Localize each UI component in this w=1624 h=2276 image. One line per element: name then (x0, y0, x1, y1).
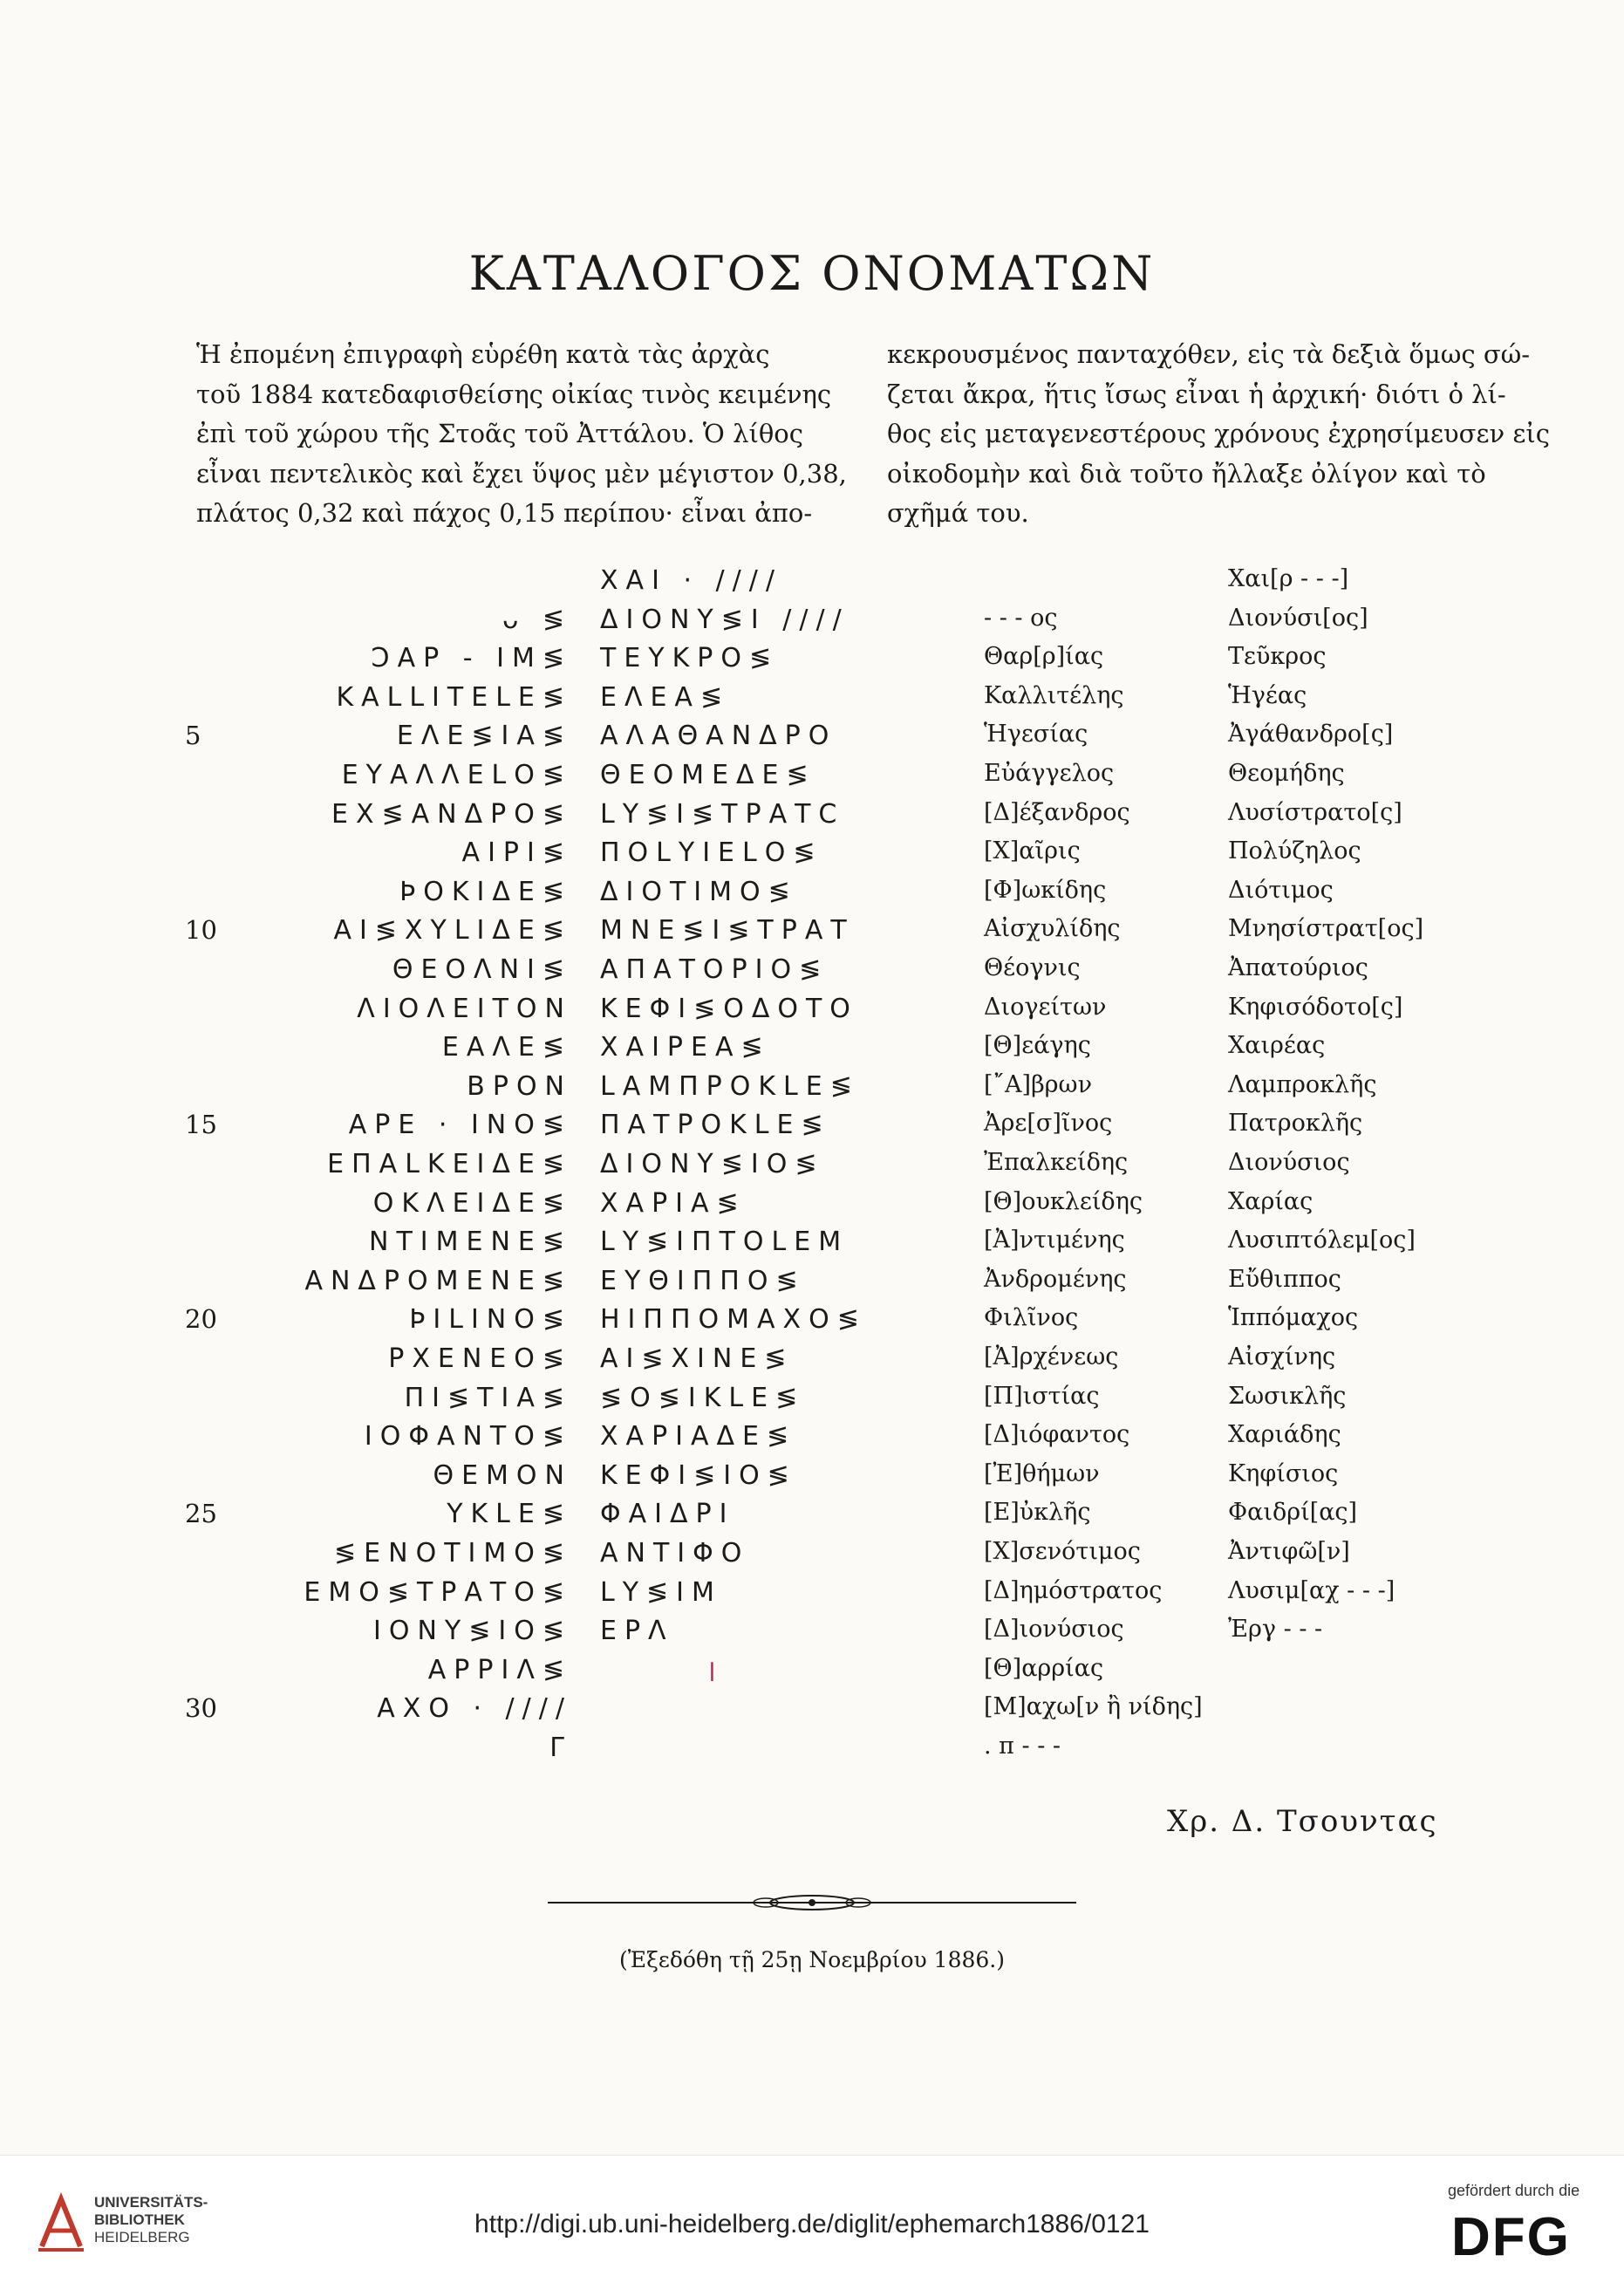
transcription-right: Διότιμος (1228, 876, 1334, 904)
inscription-left-text: ΑΡΕ · ΙΝΟ≶ (348, 1110, 572, 1141)
inscription-left-text: ΥΚLΕ≶ (447, 1499, 572, 1530)
inscription-right-text: ΦΑΙΔΡΙ (600, 1499, 735, 1530)
inscription-right-text: ΑΠΑΤΟΡΙΟ≶ (600, 954, 829, 985)
inscription-left-text: ΒΡΟΝ (467, 1070, 572, 1102)
inscription-right-text: ΧΑΙΡΕΑ≶ (600, 1032, 771, 1063)
inscription-row (0, 1460, 1624, 1499)
transcription-left: Εὐάγγελος (984, 760, 1115, 787)
inscription-row (0, 1266, 1624, 1304)
inscription-right-text: ΚΕΦΙ≶ΟΔΟΤΟ (600, 993, 858, 1024)
transcription-right: Ἐργ - - - (1228, 1616, 1323, 1644)
transcription-right: Χαι[ρ - - -] (1228, 565, 1349, 592)
inscription-row (0, 877, 1624, 915)
library-name-line: HEIDELBERG (94, 2229, 190, 2245)
transcription-left: Θέογνις (984, 954, 1081, 981)
transcription-left: [῎Α]βρων (984, 1070, 1092, 1098)
inscription-left-text: ΑΙΡΙ≶ (461, 837, 572, 869)
transcription-left: [Δ]ιόφαντος (984, 1421, 1130, 1449)
inscription-row (0, 1188, 1624, 1227)
intro-line: Ἡ ἐπομένη ἐπιγραφὴ εὑρέθη κατὰ τὰς ἀρχὰς (196, 339, 770, 369)
inscription-left-text: ΙΟΝΥ≶ΙΟ≶ (373, 1616, 572, 1647)
inscription-right-text: ΕΡΛ (600, 1616, 674, 1647)
inscription-right-text: ΠΟLΥΙΕLΟ≶ (600, 837, 823, 869)
transcription-right: Λαμπροκλῆς (1228, 1070, 1377, 1098)
publication-note: (Ἐξεδόθη τῇ 25ῃ Νοεμβρίου 1886.) (619, 1947, 1005, 1972)
inscription-right-text: ΚΕΦΙ≶ΙΟ≶ (600, 1459, 797, 1491)
inscription-left-text: ΕΥΑΛΛΕLΟ≶ (341, 760, 572, 790)
inscription-left-text: ΙΟΦΑΝΤΟ≶ (364, 1421, 572, 1452)
transcription-right: Ἀγάθανδρο[ς] (1228, 721, 1394, 748)
inscription-left-text: ÞΟΚΙΔΕ≶ (399, 876, 572, 907)
transcription-left: [Φ]ωκίδης (984, 876, 1107, 904)
transcription-right: Χαιρέας (1228, 1032, 1326, 1060)
transcription-left: . π - - - (984, 1733, 1061, 1760)
inscription-row (0, 1616, 1624, 1654)
intro-line: ζεται ἄκρα, ἥτις ἴσως εἶναι ἡ ἀρχική· διότι ὁ λί- (887, 379, 1506, 409)
line-number: 10 (185, 915, 217, 946)
inscription-left-text: ᴗ ≶ (502, 604, 572, 635)
transcription-right: Ἡγέας (1228, 681, 1307, 709)
inscription-right-text: ΧΑΙ · //// (600, 565, 782, 596)
inscription-right-text: LΥ≶ΙΜ (600, 1576, 722, 1608)
transcription-left: Καλλιτέλης (984, 681, 1124, 709)
inscription-row (0, 682, 1624, 721)
inscription-right-text: LΥ≶Ι≶ΤΡΑΤϹ (600, 798, 845, 830)
transcription-right: Χαριάδης (1228, 1421, 1341, 1449)
intro-line: θος εἰς μεταγενεστέρους χρόνους ἐχρησίμευσεν εἰς (887, 419, 1550, 448)
inscription-left-text: ÞΙLΙΝΟ≶ (409, 1304, 572, 1336)
viewer-footer (0, 2155, 1624, 2276)
intro-line: πλάτος 0,32 καὶ πάχος 0,15 περίπου· εἶναι ἀπο- (196, 498, 813, 528)
intro-left-column (196, 335, 847, 534)
inscription-left-text: ΕΠΑLΚΕΙΔΕ≶ (327, 1149, 572, 1179)
inscription-row (0, 643, 1624, 681)
inscription-right-text: ΑΙ≶ΧΙΝΕ≶ (600, 1343, 795, 1374)
inscription-right-text: ΜΝΕ≶Ι≶ΤΡΑΤ (600, 915, 855, 947)
author-signature: Χρ. Δ. Τσουντας (1167, 1804, 1438, 1839)
inscription-right-text: ΔΙΟΤΙΜΟ≶ (600, 876, 798, 907)
inscription-right-text: ΔΙΟΝΥ≶ΙΟ≶ (600, 1149, 825, 1179)
inscription-row (0, 1343, 1624, 1382)
inscription-right-text: ΧΑΡΙΑ≶ (600, 1187, 747, 1219)
inscription-right-text: LΑΜΠΡΟΚLΕ≶ (600, 1070, 860, 1102)
inscription-left-text: ΘΕΟΛΝΙ≶ (392, 954, 572, 985)
transcription-left: [Δ]ημόστρατος (984, 1576, 1163, 1604)
transcription-right: Λυσιπτόλεμ[ος] (1228, 1227, 1416, 1254)
inscription-left-text: ΕΑΛΕ≶ (441, 1032, 572, 1063)
transcription-right: Τεῦκρος (1228, 643, 1327, 671)
inscription-right-text: ΘΕΟΜΕΔΕ≶ (600, 760, 816, 790)
library-name-line: UNIVERSITÄTS- (94, 2194, 208, 2211)
transcription-left: [Ε]ὐκλῆς (984, 1499, 1091, 1527)
inscription-left-text: ΚΑLLΙΤΕLΕ≶ (336, 681, 572, 713)
transcription-left: Ἡγεσίας (984, 721, 1088, 748)
transcription-right: Κηφισόδοτο[ς] (1228, 993, 1403, 1021)
inscription-left-text: ΠΙ≶ΤΙΑ≶ (404, 1382, 572, 1413)
inscription-left-text: ΘΕΜΟΝ (433, 1459, 572, 1491)
inscription-right-text: ΗΙΠΠΟΜΑΧΟ≶ (600, 1304, 867, 1336)
line-number: 30 (185, 1693, 217, 1724)
dfg-logo: DFG (1451, 2207, 1571, 2267)
transcription-right: Μνησίστρατ[ος] (1228, 915, 1424, 943)
inscription-left-text: ΛΙΟΛΕΙΤΟΝ (357, 993, 572, 1024)
inscription-row (0, 1032, 1624, 1070)
inscription-row (0, 1733, 1624, 1771)
transcription-right: Αἰσχίνης (1228, 1343, 1336, 1370)
inscription-right-text: ΑΛΑΘΑΝΔΡΟ (600, 721, 837, 752)
inscription-row (0, 760, 1624, 798)
inscription-left-text: ΑΝΔΡΟΜΕΝΕ≶ (304, 1265, 572, 1296)
inscription-row (0, 605, 1624, 643)
transcription-right: Θεομήδης (1228, 760, 1345, 787)
permalink-url[interactable]: http://digi.ub.uni-heidelberg.de/diglit/ephemarch1886/0121 (474, 2210, 1150, 2238)
inscription-left-text: ΑΧΟ · //// (377, 1693, 572, 1725)
inscription-row (0, 994, 1624, 1032)
transcription-right: Διονύσι[ος] (1228, 604, 1368, 632)
transcription-right: Εὔθιππος (1228, 1265, 1341, 1293)
transcription-right: Πατροκλῆς (1228, 1110, 1363, 1138)
inscription-left-text: ΝΤΙΜΕΝΕ≶ (369, 1227, 572, 1258)
transcription-right: Ἀντιφῶ[ν] (1228, 1538, 1350, 1565)
transcription-left: Θαρ[ρ]ίας (984, 643, 1104, 671)
intro-right-column (887, 335, 1550, 534)
transcription-left: Ἐπαλκείδης (984, 1149, 1129, 1176)
transcription-left: Ἀνδρομένης (984, 1265, 1127, 1293)
transcription-right: Λυσίστρατο[ς] (1228, 798, 1402, 826)
intro-line: τοῦ 1884 κατεδαφισθείσης οἰκίας τινὸς κειμένης (196, 379, 832, 409)
line-number: 5 (185, 721, 201, 751)
transcription-left: [Ἐ]θήμων (984, 1459, 1100, 1487)
transcription-left: [Χ]αῖρις (984, 837, 1081, 865)
inscription-row (0, 721, 1624, 759)
intro-line: κεκρουσμένος πανταχόθεν, εἰς τὰ δεξιὰ ὅμως σώ- (887, 339, 1531, 369)
inscription-left-text: Γ (549, 1733, 572, 1763)
line-number: 15 (185, 1110, 217, 1140)
page-title: ΚΑΤΑΛΟΓΟΣ ΟΝΟΜΑΤΩΝ (468, 246, 1156, 301)
transcription-left: [Δ]έξανδρος (984, 798, 1130, 826)
intro-line: εἶναι πεντελικὸς καὶ ἔχει ὕψος μὲν μέγιστον 0,38, (196, 458, 847, 489)
transcription-right: Χαρίας (1228, 1187, 1314, 1215)
transcription-left: [Χ]σενότιμος (984, 1538, 1141, 1565)
inscription-row (0, 954, 1624, 993)
transcription-left: [Μ]αχω[ν ἢ νίδης] (984, 1693, 1203, 1721)
transcription-left: [Ἀ]ρχένεως (984, 1343, 1119, 1370)
inscription-row (0, 1499, 1624, 1537)
transcription-left: [Ἀ]ντιμένης (984, 1227, 1125, 1254)
transcription-left: [Θ]εάγης (984, 1032, 1091, 1060)
transcription-left: - - - ος (984, 604, 1058, 632)
transcription-left: Αἰσχυλίδης (984, 915, 1121, 943)
transcription-left: [Θ]ουκλείδης (984, 1187, 1143, 1215)
inscription-right-text: ≶Ο≶ΙΚLΕ≶ (600, 1382, 806, 1413)
transcription-left: [Θ]αρρίας (984, 1654, 1104, 1682)
inscription-right-text: ΕΛΕΑ≶ (600, 681, 731, 713)
inscription-row (0, 1110, 1624, 1148)
inscription-right-text: ΑΝΤΙΦΟ (600, 1538, 750, 1569)
transcription-right: Ἱππόμαχος (1228, 1304, 1359, 1332)
intro-line: οἰκοδομὴν καὶ διὰ τοῦτο ἤλλαξε ὀλίγον καὶ τὸ (887, 458, 1486, 489)
inscription-row (0, 1383, 1624, 1421)
transcription-right: Λυσιμ[αχ - - -] (1228, 1576, 1395, 1604)
line-number: 20 (185, 1304, 217, 1335)
red-mark: ǀ (708, 1657, 716, 1688)
inscription-row (0, 1149, 1624, 1187)
inscription-row (0, 1693, 1624, 1732)
transcription-right: Ἀπατούριος (1228, 954, 1368, 981)
inscription-row (0, 1304, 1624, 1343)
line-number: 25 (185, 1499, 217, 1529)
inscription-row (0, 1655, 1624, 1693)
funding-note: gefördert durch die (1448, 2182, 1580, 2199)
inscription-row (0, 1071, 1624, 1110)
intro-line: σχῆμά του. (887, 498, 1029, 528)
inscription-right-text: ΤΕΥΚΡΟ≶ (600, 643, 780, 674)
inscription-row (0, 1538, 1624, 1576)
inscription-row (0, 837, 1624, 876)
transcription-left: Ἀρε[σ]ῖνος (984, 1110, 1113, 1138)
transcription-right: Πολύζηλος (1228, 837, 1361, 865)
inscription-left-text: ϽΑΡ - ΙΜ≶ (371, 643, 572, 674)
inscription-row (0, 1421, 1624, 1459)
transcription-left: Φιλῖνος (984, 1304, 1079, 1332)
inscription-row (0, 565, 1624, 604)
library-name-line: BIBLIOTHEK (94, 2211, 185, 2228)
transcription-left: [Π]ιστίας (984, 1382, 1100, 1410)
transcription-left: Διογείτων (984, 993, 1107, 1021)
inscription-left-text: ΕΛΕ≶ΙΑ≶ (396, 721, 572, 752)
transcription-right: Σωσικλῆς (1228, 1382, 1347, 1410)
inscription-row (0, 1227, 1624, 1265)
inscription-left-text: ≶ΕΝΟΤΙΜΟ≶ (334, 1538, 572, 1569)
transcription-left: [Δ]ιονύσιος (984, 1616, 1124, 1644)
inscription-row (0, 1577, 1624, 1616)
inscription-row (0, 799, 1624, 837)
inscription-left-text: ΟΚΛΕΙΔΕ≶ (372, 1187, 572, 1219)
ornament-divider (548, 1893, 1076, 1912)
inscription-right-text: LΥ≶ΙΠΤΟLΕΜ (600, 1227, 850, 1258)
inscription-row (0, 915, 1624, 953)
inscription-left-text: ΕΜΟ≶ΤΡΑΤΟ≶ (304, 1576, 572, 1608)
inscription-left-text: ΑΡΡΙΛ≶ (427, 1654, 572, 1685)
inscription-right-text: ΠΑΤΡΟΚLΕ≶ (600, 1110, 831, 1141)
intro-line: ἐπὶ τοῦ χώρου τῆς Στοᾶς τοῦ Ἀττάλου. Ὁ λίθος (196, 419, 803, 448)
inscription-left-text: ΕΧ≶ΑΝΔΡΟ≶ (331, 798, 572, 830)
inscription-right-text: ΔΙΟΝΥ≶Ι //// (600, 604, 850, 635)
inscription-left-text: ΑΙ≶ΧΥLΙΔΕ≶ (333, 915, 572, 947)
inscription-right-text: ΧΑΡΙΑΔΕ≶ (600, 1421, 797, 1452)
transcription-right: Διονύσιος (1228, 1149, 1350, 1176)
inscription-right-text: ΕΥΘΙΠΠΟ≶ (600, 1265, 806, 1296)
transcription-right: Κηφίσιος (1228, 1459, 1339, 1487)
inscription-left-text: ΡΧΕΝΕΟ≶ (388, 1343, 572, 1374)
transcription-right: Φαιδρί[ας] (1228, 1499, 1358, 1527)
